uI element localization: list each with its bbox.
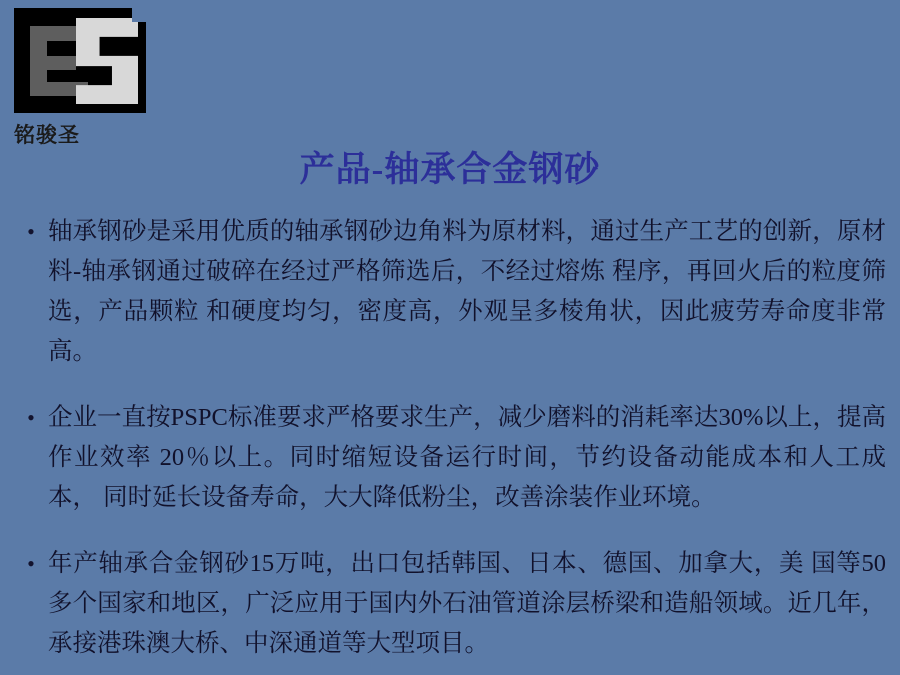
bullet-marker-icon: •: [27, 551, 35, 576]
page-title: 产品-轴承合金钢砂: [299, 150, 601, 189]
list-item: [14, 544, 886, 664]
logo-shape-corner-notch: [132, 8, 146, 22]
logo-shape-middle: [30, 56, 76, 70]
company-logo-icon: [14, 8, 146, 113]
bullet-text: 企业一直按PSPC标准要求严格要求生产，减少磨料的消耗率达30%以上，提高作业效率 20％以上。同时缩短设备运行时间，节约设备动能成本和人工成本， 同时延长设备寿命，大大降低粉尘，改善涂装作业环境。: [48, 404, 886, 511]
list-item: [14, 212, 886, 372]
bullet-text: 年产轴承合金钢砂15万吨，出口包括韩国、日本、德国、加拿大，美 国等50多个国家和地区，广泛应用于国内外石油管道涂层桥梁和造船领域。近几年，承接港珠澳大桥、中深通道等大型项目。: [48, 550, 886, 657]
bullet-marker-icon: •: [27, 219, 35, 244]
bullet-list: [14, 212, 886, 675]
logo-shape-letter-s: [76, 18, 138, 104]
brand-name: 铭骏圣: [14, 123, 80, 147]
list-item: [14, 398, 886, 518]
logo-area: [14, 8, 194, 158]
bullet-marker-icon: •: [27, 405, 35, 430]
bullet-text: 轴承钢砂是采用优质的轴承钢砂边角料为原材料，通过生产工艺的创新，原材料-轴承钢通过破碎在经过严格筛选后，不经过熔炼 程序，再回火后的粒度筛选，产品颗粒 和硬度均匀，密度高，外观呈多棱角状，因此疲劳寿命度非常高。: [48, 218, 886, 365]
